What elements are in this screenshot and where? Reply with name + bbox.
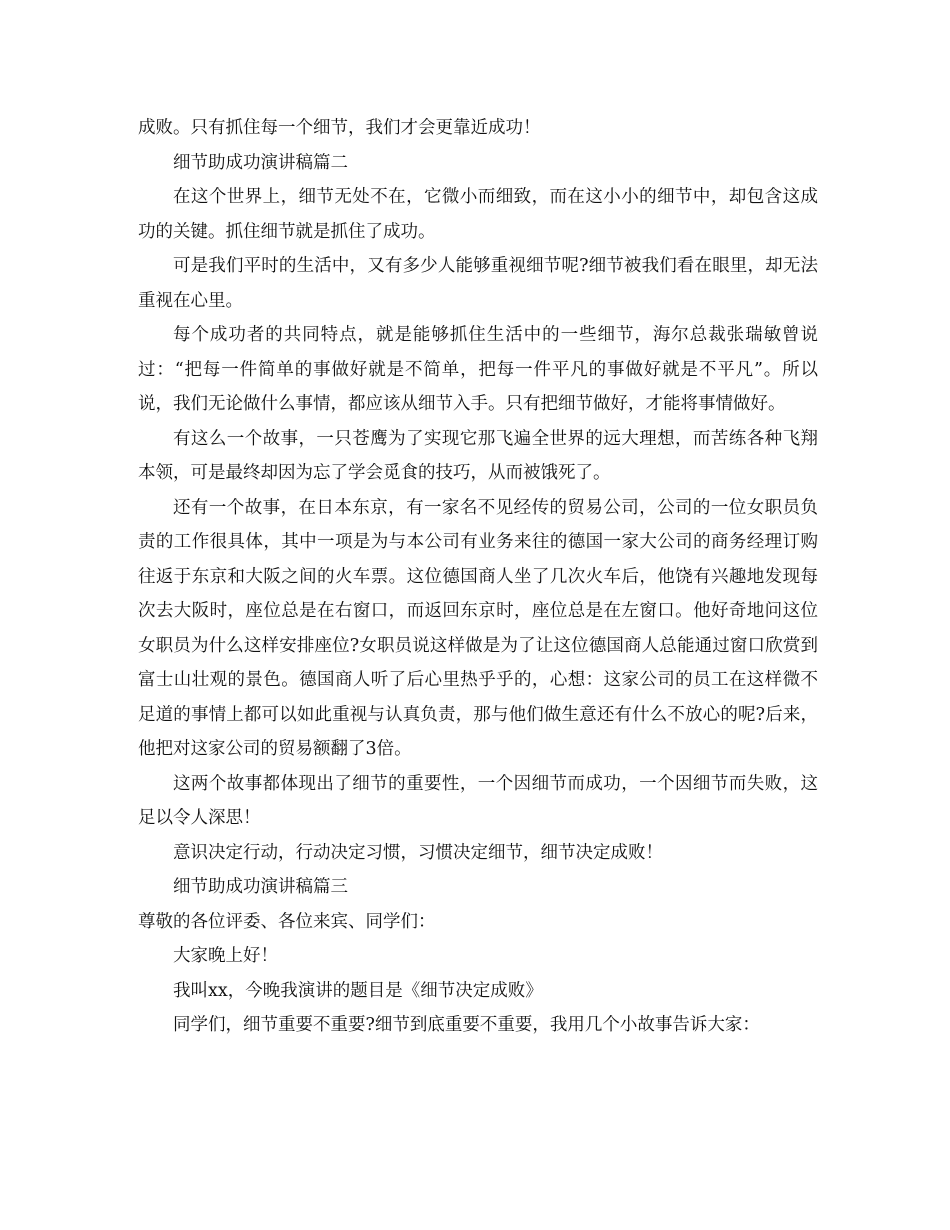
paragraph-question: 可是我们平时的生活中，又有多少人能够重视细节呢?细节被我们看在眼里，却无法重视在心里。 [138,256,818,311]
paragraph-quote: 每个成功者的共同特点，就是能够抓住生活中的一些细节，海尔总裁张瑞敏曾说过：“把每一件简单的事做好就是不简单，把每一件平凡的事做好就是不平凡”。所以说，我们无论做什么事情，都应该从细节入手。只有把细节做好，才能将事情做好。 [138,325,818,414]
paragraph-reflection: 这两个故事都体现出了细节的重要性，一个因细节而成功，一个因细节而失败，这足以令人深思！ [138,773,818,828]
document-body [138,111,818,1043]
paragraph-conclusion: 成败。只有抓住每一个细节，我们才会更靠近成功！ [138,118,541,138]
paragraph-good-evening: 大家晚上好！ [173,946,278,966]
paragraph-speech-title: 我叫xx，今晚我演讲的题目是《细节决定成败》 [173,980,543,1001]
section-heading-part-two: 细节助成功演讲稿篇二 [173,152,348,173]
paragraph-opening-question: 同学们，细节重要不重要?细节到底重要不重要，我用几个小故事告诉大家： [173,1015,760,1035]
paragraph-intro: 在这个世界上，细节无处不在，它微小而细致，而在这小小的细节中，却包含这成功的关键。抓住细节就是抓住了成功。 [138,187,818,242]
section-heading-part-three: 细节助成功演讲稿篇三 [173,877,348,897]
paragraph-eagle-story: 有这么一个故事，一只苍鹰为了实现它那飞遍全世界的远大理想，而苦练各种飞翔本领，可是最终却因为忘了学会觅食的技巧，从而被饿死了。 [138,428,818,483]
paragraph-motto: 意识决定行动，行动决定习惯，习惯决定细节，细节决定成败！ [173,842,663,863]
paragraph-greeting-audience: 尊敬的各位评委、各位来宾、同学们： [138,911,436,932]
paragraph-tokyo-story: 还有一个故事，在日本东京，有一家名不见经传的贸易公司，公司的一位女职员负责的工作很具体，其中一项是为与本公司有业务来往的德国一家大公司的商务经理订购往返于东京和大阪之间的火车票。这位德国商人坐了几次火车后，他饶有兴趣地发现每次去大阪时，座位总是在右窗口，而返回东京时，座位总是在左窗口。他好奇地问这位女职员为什么这样安排座位?女职员说这样做是为了让这位德国商人总能通过窗口欣赏到富士山壮观的景色。德国商人听了后心里热乎乎的，心想：这家公司的员工在这样微不足道的事情上都可以如此重视与认真负责，那与他们做生意还有什么不放心的呢?后来，他把对这家公司的贸易额翻了3倍。 [138,497,818,759]
